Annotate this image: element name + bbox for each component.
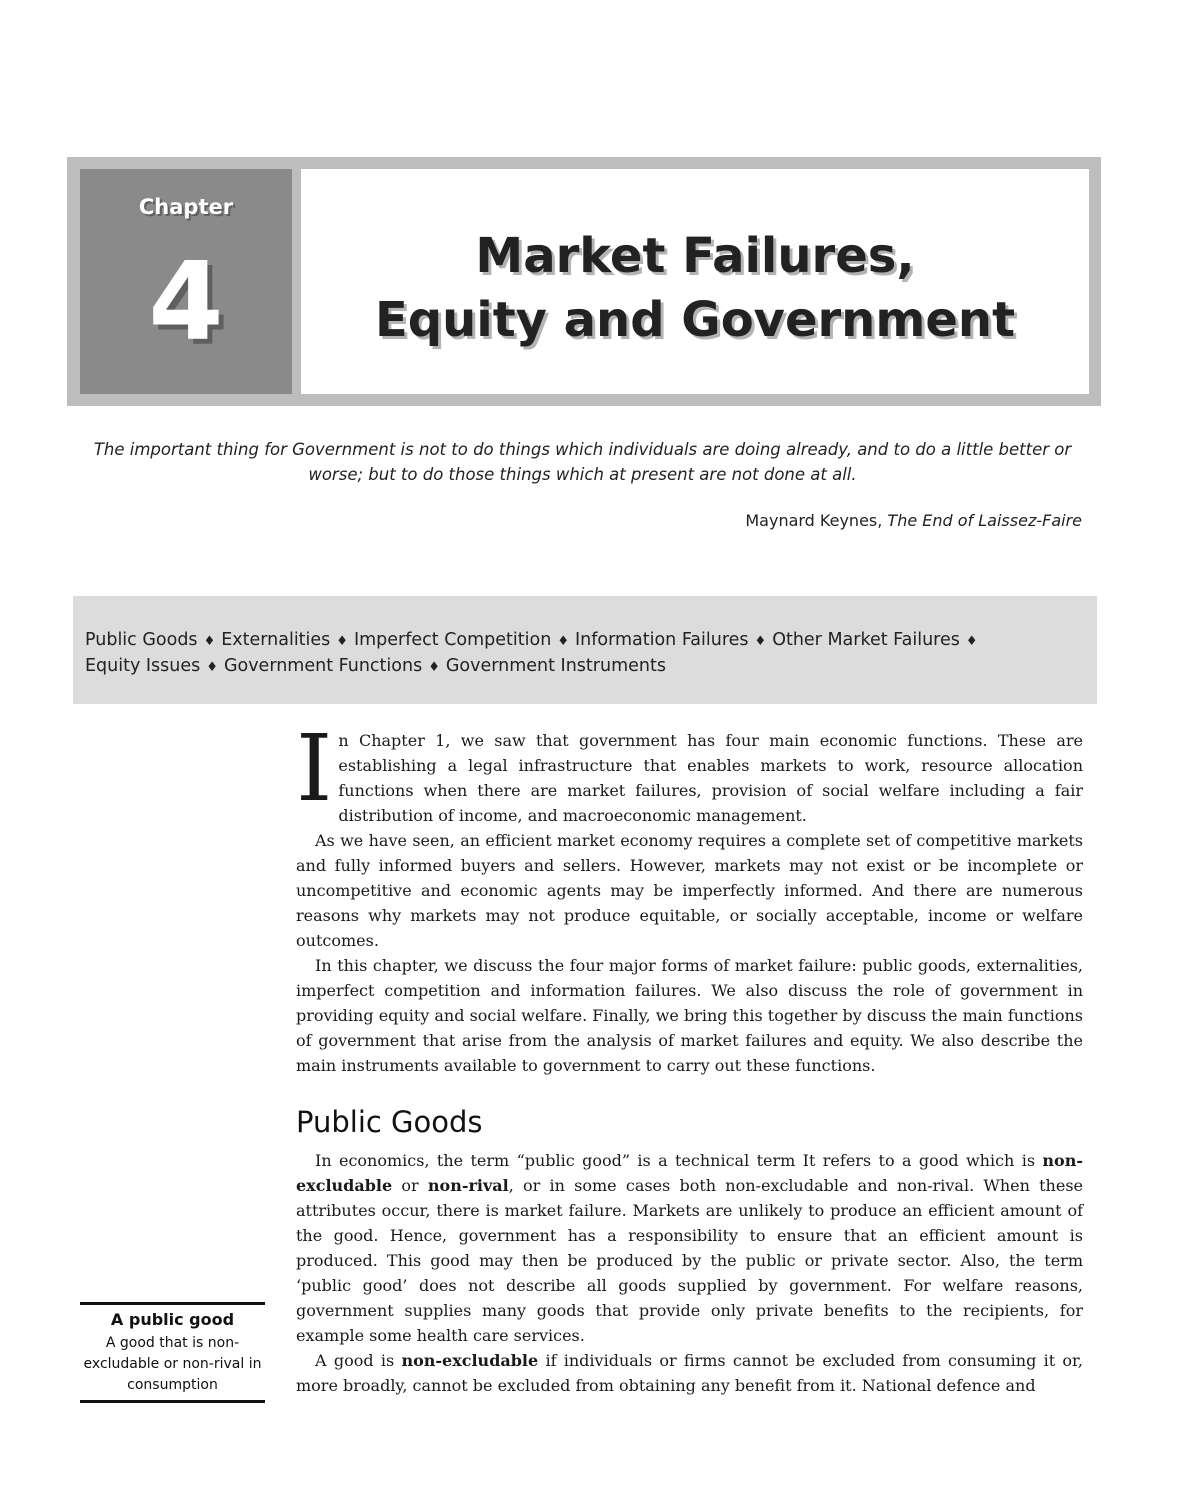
chapter-number: 4 bbox=[148, 240, 224, 365]
epigraph-quote: The important thing for Government is not to do things which individuals are doing already, and to do a little better or worse; but to do those things which at present are not done at all. bbox=[93, 440, 1072, 484]
chapter-label: Chapter bbox=[138, 195, 234, 219]
text-run: In economics, the term “public good” is a technical term It refers to a good which is bbox=[315, 1151, 1043, 1170]
bold-term: non-rival bbox=[427, 1176, 509, 1195]
topic-item: Public Goods bbox=[85, 630, 198, 650]
chapter-title-box bbox=[301, 169, 1089, 394]
chapter-title-line-2: Equity and Government bbox=[374, 292, 1016, 348]
margin-definition-text: A good that is non-excludable or non-rival in consumption bbox=[83, 1335, 262, 1393]
intro-paragraph-3: In this chapter, we discuss the four major forms of market failure: public goods, externalities, imperfect competition and information failures. We also discuss the role of government in providing equity and social welfare. Finally, we bring this together by discuss the main functions of government that arise from the analysis of market failures and equity. We also describe the main instruments available to government to carry out these functions. bbox=[296, 956, 1083, 1075]
diamond-icon: ♦ bbox=[206, 660, 218, 675]
topic-item: Imperfect Competition bbox=[353, 630, 552, 650]
chapter-topics-list bbox=[85, 628, 1080, 680]
chapter-topics-bar bbox=[73, 596, 1097, 704]
drop-cap: I bbox=[296, 715, 333, 822]
topic-item: Information Failures bbox=[574, 630, 749, 650]
chapter-title-line-1: Market Failures, bbox=[475, 228, 915, 284]
section-paragraph-2 bbox=[296, 1348, 1083, 1398]
text-run: or bbox=[392, 1176, 428, 1195]
epigraph-attribution bbox=[745, 511, 1082, 530]
intro-paragraph-1-text: n Chapter 1, we saw that government has four main economic functions. These are establishing a legal infrastructure that enables markets to work, resource allocation functions when there are market failures, provision of social welfare including a fair distribution of income, and macroeconomic management. bbox=[338, 731, 1083, 825]
intro-paragraph-2: As we have seen, an efficient market economy requires a complete set of competitive markets and fully informed buyers and sellers. However, markets may not exist or be incomplete or uncompetitive and economic agents may be imperfectly informed. And there are numerous reasons why markets may not produce equitable, or socially acceptable, income or welfare outcomes. bbox=[296, 831, 1083, 950]
text-run: , or in some cases both non-excludable and non-rival. When these attributes occur, there is market failure. Markets are unlikely to produce an efficient amount of the good. Hence, government has a responsibility to ensure that an efficient amount is produced. This good may then be produced by the public or private sector. Also, the term ‘public good’ does not describe all goods supplied by government. For welfare reasons, government supplies many goods that provide only private benefits to the recipients, for example some health care services. bbox=[296, 1176, 1083, 1345]
epigraph-author: Maynard Keynes, bbox=[745, 511, 888, 530]
bold-term: non-excludable bbox=[401, 1351, 539, 1370]
text-run: A good is bbox=[315, 1351, 402, 1370]
margin-definition-term: A public good bbox=[110, 1310, 235, 1329]
chapter-title bbox=[301, 224, 1089, 352]
diamond-icon: ♦ bbox=[754, 634, 767, 649]
topic-item: Other Market Failures bbox=[772, 630, 960, 650]
bold-term: non-excludable bbox=[296, 1151, 1083, 1195]
chapter-number-box bbox=[80, 169, 292, 394]
topic-item: Government Instruments bbox=[445, 656, 666, 676]
chapter-banner bbox=[67, 157, 1101, 406]
topic-item: Government Functions bbox=[223, 656, 423, 676]
diamond-icon: ♦ bbox=[428, 660, 440, 675]
section-paragraph-1 bbox=[296, 1148, 1083, 1348]
chapter-body bbox=[296, 715, 1084, 1398]
section-heading: Public Goods bbox=[296, 1105, 483, 1139]
topic-item: Externalities bbox=[221, 630, 331, 650]
topic-item: Equity Issues bbox=[85, 656, 201, 676]
diamond-icon: ♦ bbox=[965, 634, 978, 649]
margin-definition bbox=[80, 1302, 265, 1403]
diamond-icon: ♦ bbox=[336, 634, 348, 649]
diamond-icon: ♦ bbox=[203, 634, 216, 649]
diamond-icon: ♦ bbox=[557, 634, 569, 649]
text-run: if individuals or firms cannot be excluded from consuming it or, more broadly, cannot be excluded from obtaining any benefit from it. National defence and bbox=[296, 1351, 1084, 1395]
intro-paragraph-1 bbox=[296, 715, 1083, 828]
epigraph-work: The End of Laissez-Faire bbox=[887, 511, 1082, 530]
